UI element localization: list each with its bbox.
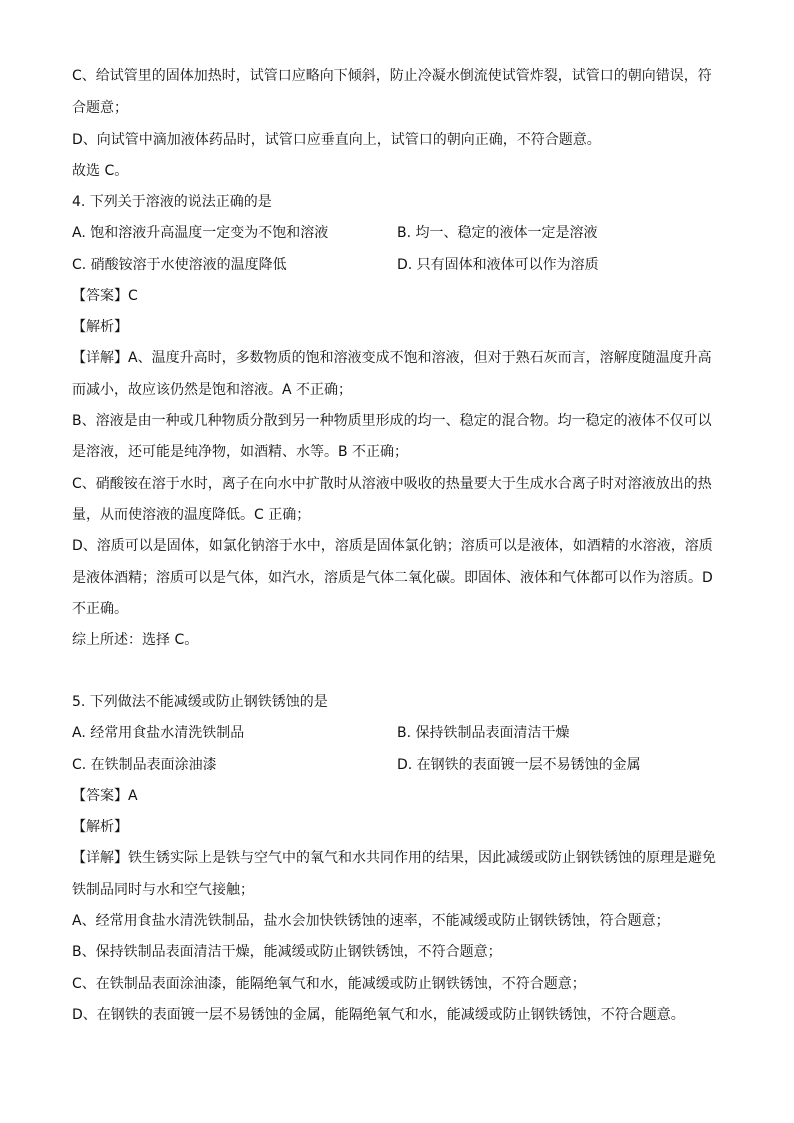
q5-answer: 【答案】A xyxy=(72,788,138,804)
q4-summary: 综上所述：选择 C。 xyxy=(72,632,199,648)
q5-option-b: B. 保持铁制品表面清洁干燥 xyxy=(397,725,570,741)
prev-analysis-d-line: D、向试管中滴加液体药品时，试管口应垂直向上，试管口的朝向正确，不符合题意。 xyxy=(72,132,601,148)
q4-detail-line: B、溶液是由一种或几种物质分散到另一种物质里形成的均一、稳定的混合物。均一稳定的液体不仅可以 xyxy=(72,413,712,429)
q4-detail-line: C、硝酸铵在溶于水时，离子在向水中扩散时从溶液中吸收的热量要大于生成水合离子时对溶液放出的热 xyxy=(72,476,712,492)
prev-conclusion: 故选 C。 xyxy=(72,163,129,179)
q5-detail-line: D、在钢铁的表面镀一层不易锈蚀的金属，能隔绝氧气和水，能减缓或防止钢铁锈蚀，不符合题意。 xyxy=(72,1007,685,1023)
q4-detail-line: 不正确。 xyxy=(72,601,128,617)
q4-detail-line: 而减小，故应该仍然是饱和溶液。A 不正确； xyxy=(72,382,353,398)
q5-detail-line: 铁制品同时与水和空气接触； xyxy=(72,882,254,898)
prev-analysis-c-line1: C、给试管里的固体加热时，试管口应略向下倾斜，防止冷凝水倒流使试管炸裂，试管口的朝向错误，符 xyxy=(72,68,712,84)
q4-detail-line: 【详解】A、温度升高时，多数物质的饱和溶液变成不饱和溶液，但对于熟石灰而言，溶解度随温度升高 xyxy=(72,350,712,366)
q4-answer: 【答案】C xyxy=(72,288,138,304)
q4-stem: 4. 下列关于溶液的说法正确的是 xyxy=(72,194,272,210)
q5-analysis-heading: 【解析】 xyxy=(72,819,128,835)
q4-option-b: B. 均一、稳定的液体一定是溶液 xyxy=(397,225,598,241)
prev-analysis-c-line2: 合题意； xyxy=(72,100,128,116)
q5-detail-line: C、在铁制品表面涂油漆，能隔绝氧气和水，能减缓或防止钢铁锈蚀，不符合题意； xyxy=(72,976,586,992)
q4-option-a: A. 饱和溶液升高温度一定变为不饱和溶液 xyxy=(72,225,329,241)
q4-detail-line: 是溶液，还可能是纯净物，如酒精、水等。B 不正确； xyxy=(72,444,409,460)
q4-detail-line: 是液体酒精；溶质可以是气体，如汽水，溶质是气体二氧化碳。即固体、液体和气体都可以作为溶质。D xyxy=(72,570,713,586)
q4-detail-line: D、溶质可以是固体，如氯化钠溶于水中，溶质是固体氯化钠；溶质可以是液体，如酒精的水溶液，溶质 xyxy=(72,538,713,554)
q5-detail-line: B、保持铁制品表面清洁干燥，能减缓或防止钢铁锈蚀，不符合题意； xyxy=(72,944,502,960)
q5-detail-line: A、经常用食盐水清洗铁制品，盐水会加快铁锈蚀的速率，不能减缓或防止钢铁锈蚀，符合题意； xyxy=(72,913,670,929)
q4-analysis-heading: 【解析】 xyxy=(72,319,128,335)
q5-stem: 5. 下列做法不能减缓或防止钢铁锈蚀的是 xyxy=(72,694,328,710)
q4-option-c: C. 硝酸铵溶于水使溶液的温度降低 xyxy=(72,257,287,273)
q4-option-d: D. 只有固体和液体可以作为溶质 xyxy=(397,257,599,273)
q5-option-a: A. 经常用食盐水清洗铁制品 xyxy=(72,725,245,741)
q4-detail-line: 量，从而使溶液的温度降低。C 正确； xyxy=(72,507,311,523)
q5-option-c: C. 在铁制品表面涂油漆 xyxy=(72,757,217,773)
q5-detail-line: 【详解】铁生锈实际上是铁与空气中的氧气和水共同作用的结果，因此减缓或防止钢铁锈蚀的原理是避免 xyxy=(72,850,716,866)
q5-option-d: D. 在钢铁的表面镀一层不易锈蚀的金属 xyxy=(397,757,641,773)
